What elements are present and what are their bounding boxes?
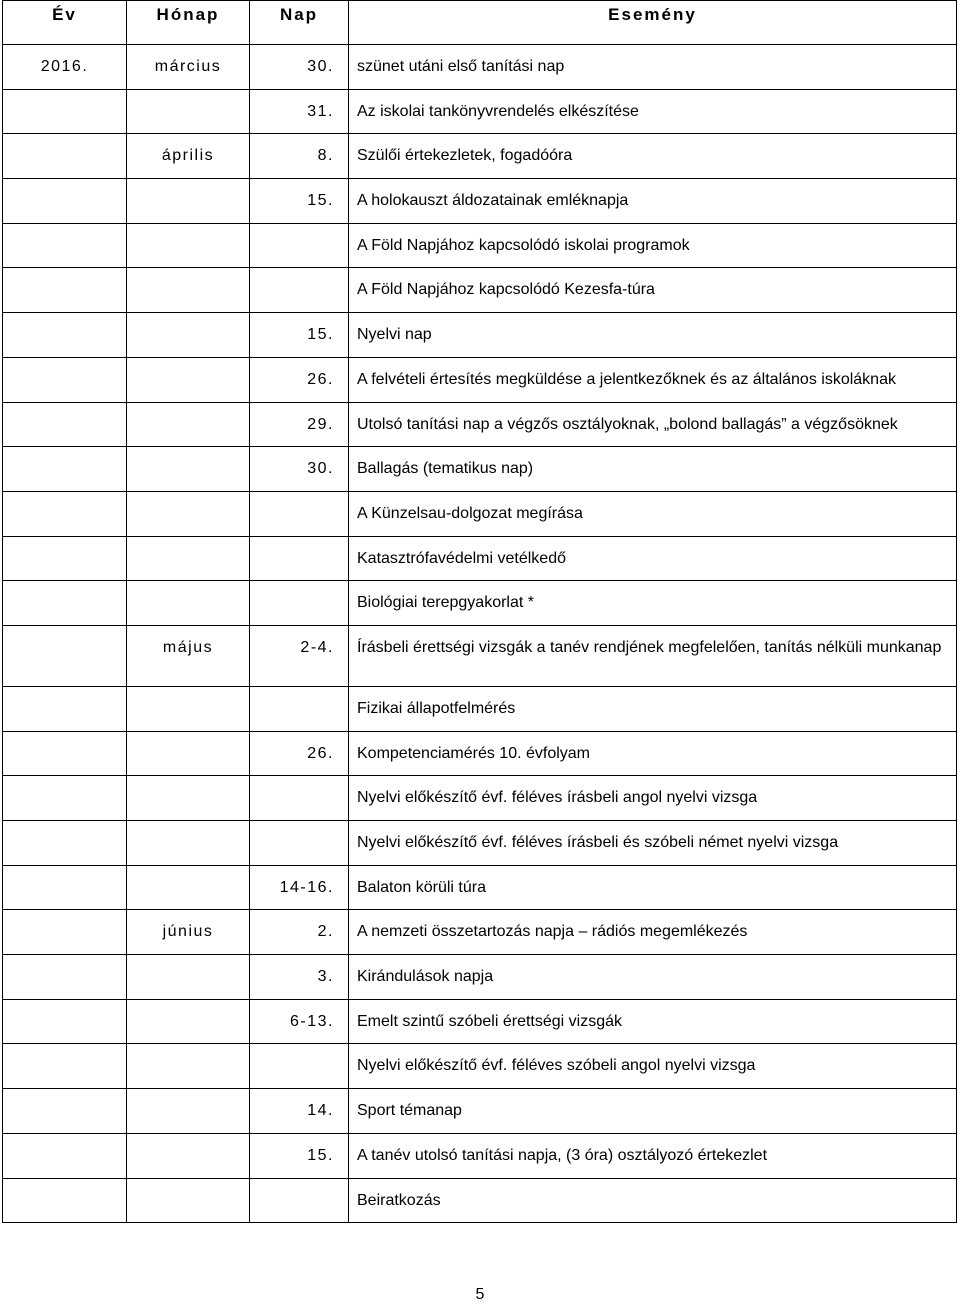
cell-month: május	[127, 625, 250, 686]
cell-year	[3, 447, 127, 492]
cell-event: szünet utáni első tanítási nap	[349, 45, 957, 90]
table-row	[3, 89, 957, 134]
cell-event: Ballagás (tematikus nap)	[349, 447, 957, 492]
table-row	[3, 821, 957, 866]
cell-month	[127, 865, 250, 910]
schedule-table-header	[3, 1, 957, 45]
cell-year	[3, 402, 127, 447]
cell-day: 2-4.	[250, 625, 349, 686]
cell-event: Írásbeli érettségi vizsgák a tanév rendjének megfelelően, tanítás nélküli munkanap	[349, 625, 957, 686]
cell-year	[3, 536, 127, 581]
table-row	[3, 45, 957, 90]
cell-month: június	[127, 910, 250, 955]
table-row	[3, 313, 957, 358]
cell-day: 2.	[250, 910, 349, 955]
cell-event: A felvételi értesítés megküldése a jelentkezőknek és az általános iskoláknak	[349, 357, 957, 402]
cell-year	[3, 821, 127, 866]
cell-event: Fizikai állapotfelmérés	[349, 686, 957, 731]
table-row	[3, 776, 957, 821]
cell-month	[127, 223, 250, 268]
table-row	[3, 910, 957, 955]
cell-year	[3, 1178, 127, 1223]
cell-event: Utolsó tanítási nap a végzős osztályoknak, „bolond ballagás” a végzősöknek	[349, 402, 957, 447]
cell-year	[3, 955, 127, 1000]
cell-day	[250, 536, 349, 581]
cell-day	[250, 1178, 349, 1223]
cell-year	[3, 1044, 127, 1089]
cell-month	[127, 357, 250, 402]
cell-day: 30.	[250, 45, 349, 90]
cell-month	[127, 686, 250, 731]
table-row	[3, 999, 957, 1044]
cell-month	[127, 776, 250, 821]
cell-month	[127, 402, 250, 447]
table-row	[3, 268, 957, 313]
cell-year	[3, 776, 127, 821]
cell-day	[250, 776, 349, 821]
cell-year	[3, 910, 127, 955]
cell-event: Sport témanap	[349, 1089, 957, 1134]
cell-month	[127, 999, 250, 1044]
table-row	[3, 491, 957, 536]
header-event: Esemény	[349, 1, 957, 45]
table-row	[3, 686, 957, 731]
cell-year	[3, 999, 127, 1044]
cell-year	[3, 1089, 127, 1134]
cell-month	[127, 536, 250, 581]
cell-month	[127, 581, 250, 626]
cell-year	[3, 357, 127, 402]
cell-event: Kirándulások napja	[349, 955, 957, 1000]
cell-day: 14.	[250, 1089, 349, 1134]
cell-year	[3, 686, 127, 731]
cell-event: Balaton körüli túra	[349, 865, 957, 910]
schedule-table	[2, 0, 957, 1223]
cell-event: Emelt szintű szóbeli érettségi vizsgák	[349, 999, 957, 1044]
cell-year	[3, 731, 127, 776]
cell-month	[127, 313, 250, 358]
cell-day: 31.	[250, 89, 349, 134]
cell-year	[3, 89, 127, 134]
table-row	[3, 1089, 957, 1134]
cell-month	[127, 268, 250, 313]
cell-month	[127, 179, 250, 224]
cell-day: 15.	[250, 1133, 349, 1178]
cell-month: március	[127, 45, 250, 90]
table-row	[3, 179, 957, 224]
cell-month	[127, 1178, 250, 1223]
cell-event: Szülői értekezletek, fogadóóra	[349, 134, 957, 179]
table-row	[3, 447, 957, 492]
cell-year	[3, 625, 127, 686]
cell-year	[3, 581, 127, 626]
header-year: Év	[3, 1, 127, 45]
cell-day	[250, 821, 349, 866]
cell-event: Biológiai terepgyakorlat *	[349, 581, 957, 626]
table-row	[3, 625, 957, 686]
cell-month: április	[127, 134, 250, 179]
cell-year	[3, 134, 127, 179]
table-row	[3, 955, 957, 1000]
table-row	[3, 1044, 957, 1089]
cell-month	[127, 1089, 250, 1134]
cell-day: 8.	[250, 134, 349, 179]
cell-event: Az iskolai tankönyvrendelés elkészítése	[349, 89, 957, 134]
cell-month	[127, 821, 250, 866]
cell-event: A Föld Napjához kapcsolódó iskolai programok	[349, 223, 957, 268]
table-row	[3, 731, 957, 776]
cell-day	[250, 491, 349, 536]
cell-month	[127, 1133, 250, 1178]
cell-event: Nyelvi előkészítő évf. féléves írásbeli és szóbeli német nyelvi vizsga	[349, 821, 957, 866]
cell-day: 6-13.	[250, 999, 349, 1044]
cell-event: Kompetenciamérés 10. évfolyam	[349, 731, 957, 776]
cell-day	[250, 1044, 349, 1089]
header-day: Nap	[250, 1, 349, 45]
cell-event: A nemzeti összetartozás napja – rádiós megemlékezés	[349, 910, 957, 955]
cell-day: 26.	[250, 731, 349, 776]
table-row	[3, 1133, 957, 1178]
cell-event: A tanév utolsó tanítási napja, (3 óra) osztályozó értekezlet	[349, 1133, 957, 1178]
cell-day: 26.	[250, 357, 349, 402]
cell-day: 15.	[250, 179, 349, 224]
cell-day: 14-16.	[250, 865, 349, 910]
cell-month	[127, 447, 250, 492]
cell-event: A holokauszt áldozatainak emléknapja	[349, 179, 957, 224]
cell-year	[3, 223, 127, 268]
cell-event: Nyelvi előkészítő évf. féléves írásbeli angol nyelvi vizsga	[349, 776, 957, 821]
table-row	[3, 357, 957, 402]
schedule-table-body	[3, 45, 957, 1223]
cell-day	[250, 223, 349, 268]
cell-month	[127, 491, 250, 536]
cell-year	[3, 268, 127, 313]
cell-event: A Föld Napjához kapcsolódó Kezesfa-túra	[349, 268, 957, 313]
cell-day	[250, 268, 349, 313]
cell-year	[3, 313, 127, 358]
cell-year	[3, 179, 127, 224]
cell-event: Nyelvi előkészítő évf. féléves szóbeli angol nyelvi vizsga	[349, 1044, 957, 1089]
header-month: Hónap	[127, 1, 250, 45]
cell-month	[127, 731, 250, 776]
table-row	[3, 1178, 957, 1223]
cell-month	[127, 955, 250, 1000]
cell-year: 2016.	[3, 45, 127, 90]
cell-year	[3, 491, 127, 536]
cell-event: Katasztrófavédelmi vetélkedő	[349, 536, 957, 581]
cell-month	[127, 89, 250, 134]
cell-day: 30.	[250, 447, 349, 492]
table-row	[3, 536, 957, 581]
cell-year	[3, 1133, 127, 1178]
cell-day	[250, 581, 349, 626]
table-row	[3, 581, 957, 626]
cell-day: 29.	[250, 402, 349, 447]
table-row	[3, 865, 957, 910]
cell-day: 3.	[250, 955, 349, 1000]
table-row	[3, 223, 957, 268]
cell-year	[3, 865, 127, 910]
cell-day: 15.	[250, 313, 349, 358]
cell-event: Nyelvi nap	[349, 313, 957, 358]
table-row	[3, 402, 957, 447]
page-number: 5	[475, 1286, 485, 1303]
cell-day	[250, 686, 349, 731]
cell-event: Beiratkozás	[349, 1178, 957, 1223]
table-row	[3, 134, 957, 179]
cell-month	[127, 1044, 250, 1089]
cell-event: A Künzelsau-dolgozat megírása	[349, 491, 957, 536]
header-row	[3, 1, 957, 45]
